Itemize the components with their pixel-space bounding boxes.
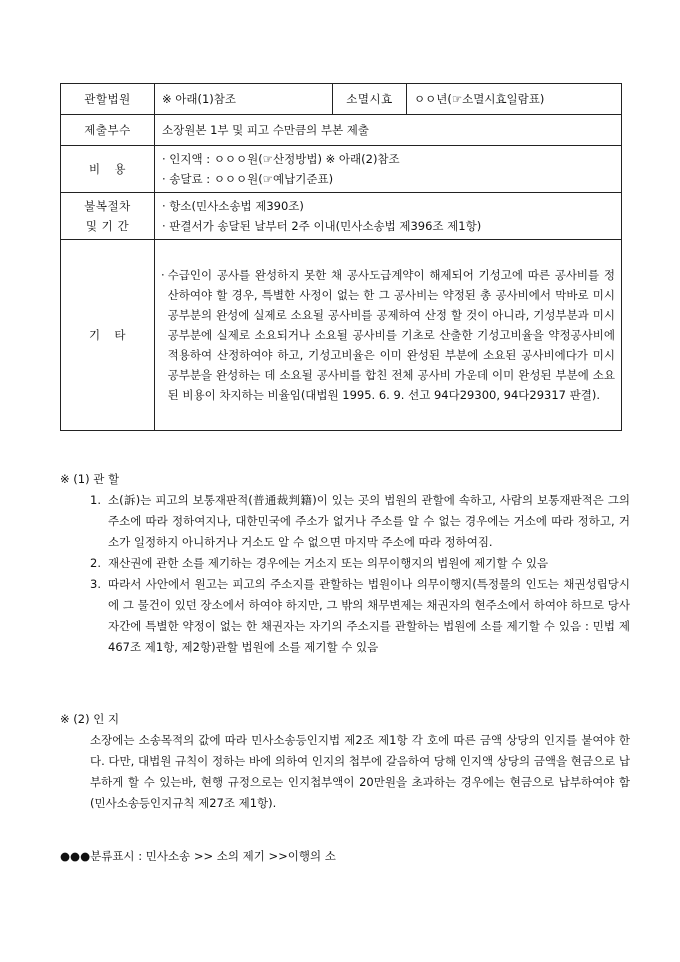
appeal-value <box>155 193 622 240</box>
jurisdiction-section <box>60 469 630 658</box>
item-number: 2. <box>90 556 101 570</box>
jurisdiction-value: ※ 아래(1)참조 <box>155 84 333 115</box>
row-jurisdiction <box>61 84 622 115</box>
etc-value <box>155 240 622 431</box>
item-number: 3. <box>90 577 101 591</box>
item-text: 소(訴)는 피고의 보통재판적(普通裁判籍)이 있는 곳의 법원의 관할에 속하고, 사람의 보통재판적은 그의 주소에 따라 정하여지나, 대한민국에 주소가 없거나 주소를 알 수 없는 경우에는 거소에 따라 정하고, 거소가 일정하지 아니하거나 거소도 알 수 없으면 마지막 주소에 따라 정하여짐. <box>108 493 630 549</box>
jurisdiction-heading: ※ (1) 관 할 <box>60 472 120 486</box>
appeal-line1: · 항소(민사소송법 제390조) <box>162 199 304 213</box>
list-item <box>60 490 630 553</box>
prescription-label: 소멸시효 <box>333 84 407 115</box>
copies-label: 제출부수 <box>61 115 155 146</box>
stamp-section <box>60 709 630 814</box>
row-costs <box>61 146 622 193</box>
row-appeal <box>61 193 622 240</box>
etc-label-a: 기 <box>89 328 101 342</box>
etc-bullet: · <box>161 268 165 282</box>
stamp-fee-line: · 인지액 : ㅇㅇㅇ원(☞산정방법) ※ 아래(2)참조 <box>162 152 400 166</box>
case-info-table <box>60 83 622 431</box>
appeal-label <box>61 193 155 240</box>
costs-label-a: 비 <box>89 162 101 176</box>
row-etc <box>61 240 622 431</box>
copies-value: 소장원본 1부 및 피고 수만큼의 부본 제출 <box>155 115 622 146</box>
costs-label <box>61 146 155 193</box>
appeal-label-line2: 및 기 간 <box>85 219 130 233</box>
jurisdiction-label: 관할법원 <box>61 84 155 115</box>
etc-label-b: 타 <box>114 328 126 342</box>
item-number: 1. <box>90 493 101 507</box>
list-item <box>60 574 630 658</box>
stamp-paragraph: 소장에는 소송목적의 값에 따라 민사소송등인지법 제2조 제1항 각 호에 따른 금액 상당의 인지를 붙여야 한다. 다만, 대법원 규칙이 정하는 바에 의하여 인지의 첩부에 갈음하여 당해 인지액 상당의 금액을 현금으로 납부하게 할 수 있는바, 현행 규정으로는 인지첩부액이 20만원을 초과하는 경우에는 현금으로 납부하여야 함(민사소송등인지규칙 제27조 제1항). <box>90 733 630 810</box>
delivery-fee-line: · 송달료 : ㅇㅇㅇ원(☞예납기준표) <box>162 172 334 186</box>
appeal-line2: · 판결서가 송달된 날부터 2주 이내(민사소송법 제396조 제1항) <box>162 219 482 233</box>
item-text: 재산권에 관한 소를 제기하는 경우에는 거소지 또는 의무이행지의 법원에 제기할 수 있음 <box>108 556 549 570</box>
classification-footer: ●●●분류표시 : 민사소송 >> 소의 제기 >>이행의 소 <box>60 849 336 863</box>
row-copies <box>61 115 622 146</box>
etc-label <box>61 240 155 431</box>
costs-label-b: 용 <box>114 162 126 176</box>
etc-paragraph: 수급인이 공사를 완성하지 못한 채 공사도급계약이 해제되어 기성고에 따른 공사비를 정산하여야 할 경우, 특별한 사정이 없는 한 그 공사비는 약정된 총 공사비에서 막바로 미시공부분의 완성에 실제로 소요될 공사비를 공제하여 산정 할 것이 아니라, 기성부분과 미시공부분에 실제로 소요되거나 소요될 공사비를 기초로 산출한 기성고비율을 약정공사비에 적용하여 산정하여야 하고, 기성고비율은 이미 완성된 부분에 소요된 공사비에다가 미시공부분을 완성하는 데 소요될 공사비를 합친 전체 공사비 가운데 이미 완성된 부분에 소요된 비용이 차지하는 비율임(대법원 1995. 6. 9. 선고 94다29300, 94다29317 판결). <box>167 268 615 402</box>
list-item <box>60 553 630 574</box>
item-text: 따라서 사안에서 원고는 피고의 주소지를 관할하는 법원이나 의무이행지(특정물의 인도는 채권성립당시에 그 물건이 있던 장소에서 하여야 하지만, 그 밖의 채무변제는 채권자의 현주소에서 하여야 하므로 당사자간에 특별한 약정이 없는 한 채권자는 자기의 주소지를 관할하는 법원에 소를 제기할 수 있음 : 민법 제467조 제1항, 제2항)관할 법원에 소를 제기할 수 있음 <box>108 577 630 654</box>
stamp-heading: ※ (2) 인 지 <box>60 712 120 726</box>
costs-value <box>155 146 622 193</box>
appeal-label-line1: 불복절차 <box>84 199 131 213</box>
prescription-value: ㅇㅇ년(☞소멸시효일람표) <box>407 84 622 115</box>
